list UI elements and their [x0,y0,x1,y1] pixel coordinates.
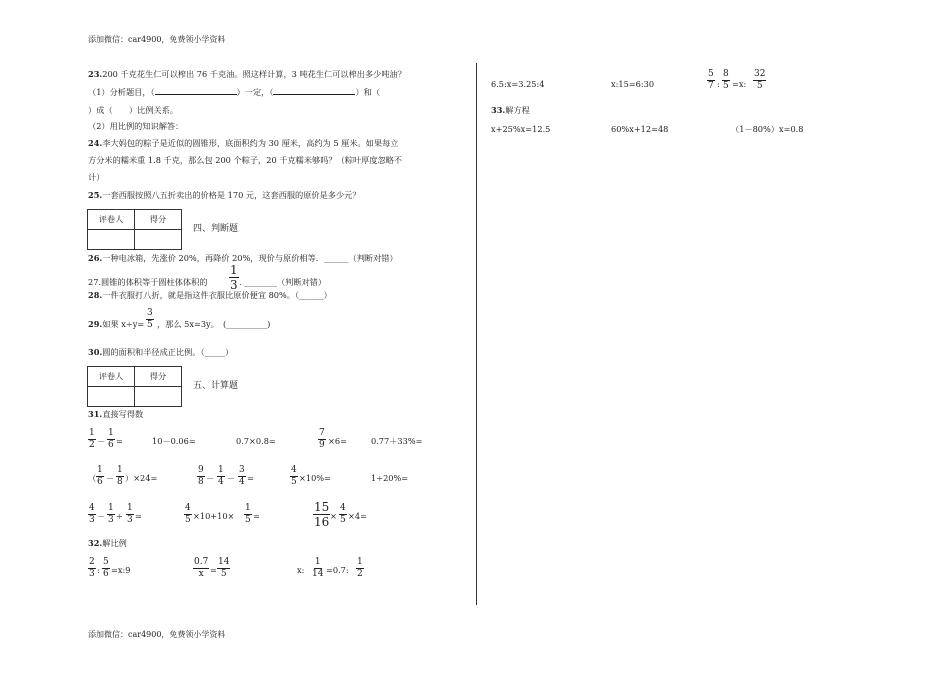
question-text: 如果 x÷y= [102,319,145,329]
expression: 0.77＋33%= [371,436,423,446]
equation: 60%x+12=48 [611,124,669,134]
numerator: 1 [117,465,123,475]
question-31-title [88,410,143,420]
question-text: 一套西服按照八五折卖出的价格是 170 元，这套西服的原价是多少元？ [102,190,361,200]
numerator: 15 [314,500,330,514]
numerator: 8 [723,69,729,79]
fraction [217,466,225,487]
grader-label: 评卷人 [88,367,135,387]
question-33-title [491,106,530,116]
answer-blank[interactable] [155,94,237,95]
fraction [290,466,298,487]
denominator: 5 [291,477,297,487]
expression: =x:9 [111,565,131,575]
section-title-calculation: 五、计算题 [193,381,239,391]
question-number: 31. [88,409,103,419]
fraction [339,504,347,525]
question-24-line2: 方分米的糯米重 1.8 千克，那么包 200 个粽子，20 千克糯米够吗？（粽叶厚度忽略不 [88,155,403,165]
fraction [238,466,246,487]
expression: ×6= [328,436,347,446]
question-number: 24. [88,138,103,148]
expression: 6.5:x=3.25:4 [491,79,545,89]
text-segment: ）一定，（ [236,87,274,97]
denominator: 3 [230,278,238,292]
denominator: 8 [198,477,204,487]
denominator: 5 [220,569,227,579]
denominator: 6 [103,569,109,579]
fraction [312,558,323,579]
fraction [193,558,209,579]
question-number: 27. [88,277,102,287]
denominator: 6 [108,440,114,450]
question-text: 200 千克花生仁可以榨出 76 千克油。照这样计算，3 吨花生仁可以榨出多少吨油？ [102,69,406,79]
expression: ×10%= [299,473,331,483]
question-24 [88,139,398,149]
question-29 [88,320,144,330]
numerator: 1 [314,557,321,567]
question-number: 33. [491,105,506,115]
operator: － [106,473,115,483]
text-segment: ）和（ [355,87,381,97]
question-32-title [88,539,127,549]
question-26 [88,254,398,264]
numerator: 5 [103,557,109,567]
question-text: 圆锥的体积等于圆柱体体积的 [101,277,208,287]
numerator: 1 [108,503,114,513]
fraction [722,70,730,91]
question-text: 解比例 [102,538,127,548]
fraction [102,558,110,579]
numerator: 4 [291,465,297,475]
expression: =0.7: [326,565,349,575]
numerator: 1 [127,503,133,513]
denominator: 5 [245,515,251,525]
text-segment: （1）分析题目，（ [88,87,155,97]
fraction [753,70,766,91]
expression: x: [297,565,305,575]
denominator: x [198,569,204,579]
numerator: 0.7 [194,557,209,567]
denominator: 5 [756,81,763,91]
numerator: 3 [239,465,245,475]
denominator: 5 [147,320,153,330]
question-number: 29. [88,319,103,329]
grader-cell[interactable] [88,230,135,250]
question-27 [88,278,207,288]
expression: ）×24= [125,473,158,483]
question-27-tail: . ________（判断对错） [239,277,327,287]
expression: x:15=6:30 [611,79,655,89]
equals: = [253,511,260,521]
question-number: 28. [88,290,103,300]
question-number: 26. [88,253,103,263]
denominator: 2 [89,440,95,450]
denominator: 8 [117,477,123,487]
denominator: 16 [314,515,330,529]
numerator: 1 [97,465,103,475]
equals: = [116,436,123,446]
grader-label: 评卷人 [88,210,135,230]
equals: = [210,565,217,575]
numerator: 4 [340,503,346,513]
denominator: 5 [340,515,346,525]
operator: × [330,511,337,521]
expression: =x: [732,79,747,89]
operator: ÷ [116,511,123,521]
fraction [107,429,115,450]
numerator: 1 [357,557,363,567]
fraction [96,466,104,487]
question-number: 32. [88,538,103,548]
operator: － [206,473,215,483]
question-text: 直接写得数 [102,409,144,419]
denominator: 3 [89,569,95,579]
question-23 [88,70,406,80]
denominator: 4 [218,477,224,487]
score-label: 得分 [135,367,182,387]
denominator: 4 [239,477,245,487]
denominator: 7 [708,81,714,91]
fraction [318,429,326,450]
expression: ×10+10× [193,511,235,521]
expression: 10－0.06= [152,436,196,446]
equation: x+25%x=12.5 [491,124,551,134]
fraction [313,501,330,528]
fraction [88,558,96,579]
operator: － [227,473,236,483]
denominator: 3 [89,515,95,525]
question-23-line3: （2）用比例的知识解答： [88,121,184,131]
denominator: 14 [312,569,324,579]
fraction [197,466,205,487]
question-number: 25. [88,190,103,200]
denominator: 6 [97,477,103,487]
question-30 [88,348,233,358]
question-text: 李大妈包的粽子是近似的圆锥形，底面积约为 30 厘米，高约为 5 厘米。如果每立 [102,138,399,148]
equation: （1－80%）x=0.8 [731,124,804,134]
equals: = [247,473,254,483]
page-footer: 添加微信：car4900，免费领小学资料 [88,630,226,639]
expression: 1÷20%= [371,473,409,483]
denominator: 3 [108,515,114,525]
numerator: 4 [89,503,95,513]
fraction [88,504,96,525]
numerator: 1 [230,263,238,277]
question-number: 23. [88,69,103,79]
question-text: 一件衣服打八折，就是指这件衣服比原价便宜 80%。（______） [102,290,332,300]
fraction-one-third [229,264,239,291]
ratio-colon: : [97,565,100,575]
equals: = [135,511,142,521]
operator: － [97,436,106,446]
numerator: 7 [319,428,325,438]
denominator: 9 [319,440,325,450]
fraction [107,504,115,525]
answer-blank[interactable] [273,94,355,95]
score-cell[interactable] [135,387,182,407]
fraction [184,504,192,525]
fraction [217,558,230,579]
question-23-line1 [88,88,380,98]
page-header: 添加微信：car4900，免费领小学资料 [88,35,226,44]
operator: － [97,511,106,521]
question-24-line3: 计） [88,172,105,182]
numerator: 9 [198,465,204,475]
expression: 0.7×0.8= [236,436,276,446]
paren-open: （ [88,473,97,483]
question-23-line2: ）成（ ）比例关系。 [88,105,179,115]
numerator: 1 [89,428,95,438]
question-text: 一种电冰箱，先涨价 20%，再降价 20%，现价与原价相等．______（判断对错） [102,253,398,263]
fraction [88,429,96,450]
denominator: 3 [127,515,133,525]
numerator: 1 [108,428,114,438]
fraction [126,504,134,525]
fraction [244,504,252,525]
denominator: 5 [723,81,729,91]
question-25 [88,191,361,201]
numerator: 2 [89,557,95,567]
fraction [356,558,364,579]
numerator: 32 [754,69,766,79]
question-29-tail: ，那么 5x=3y。 (__________) [157,319,271,329]
expression: ×4= [348,511,367,521]
numerator: 3 [147,308,153,318]
grader-cell[interactable] [88,387,135,407]
section-title-judgement: 四、判断题 [193,224,239,234]
grader-table [87,366,182,407]
fraction [707,70,715,91]
grader-table [87,209,182,250]
fraction-three-fifths [146,309,154,330]
column-divider [476,63,477,605]
ratio-colon: : [717,79,720,89]
score-label: 得分 [135,210,182,230]
denominator: 2 [357,569,363,579]
question-28 [88,291,332,301]
score-cell[interactable] [135,230,182,250]
numerator: 14 [218,557,230,567]
numerator: 5 [708,69,714,79]
numerator: 1 [245,503,251,513]
question-text: 解方程 [505,105,530,115]
question-text: 圆的面积和半径成正比例。（_____） [102,347,234,357]
fraction [116,466,124,487]
denominator: 5 [185,515,191,525]
question-number: 30. [88,347,103,357]
numerator: 1 [218,465,224,475]
numerator: 4 [185,503,191,513]
